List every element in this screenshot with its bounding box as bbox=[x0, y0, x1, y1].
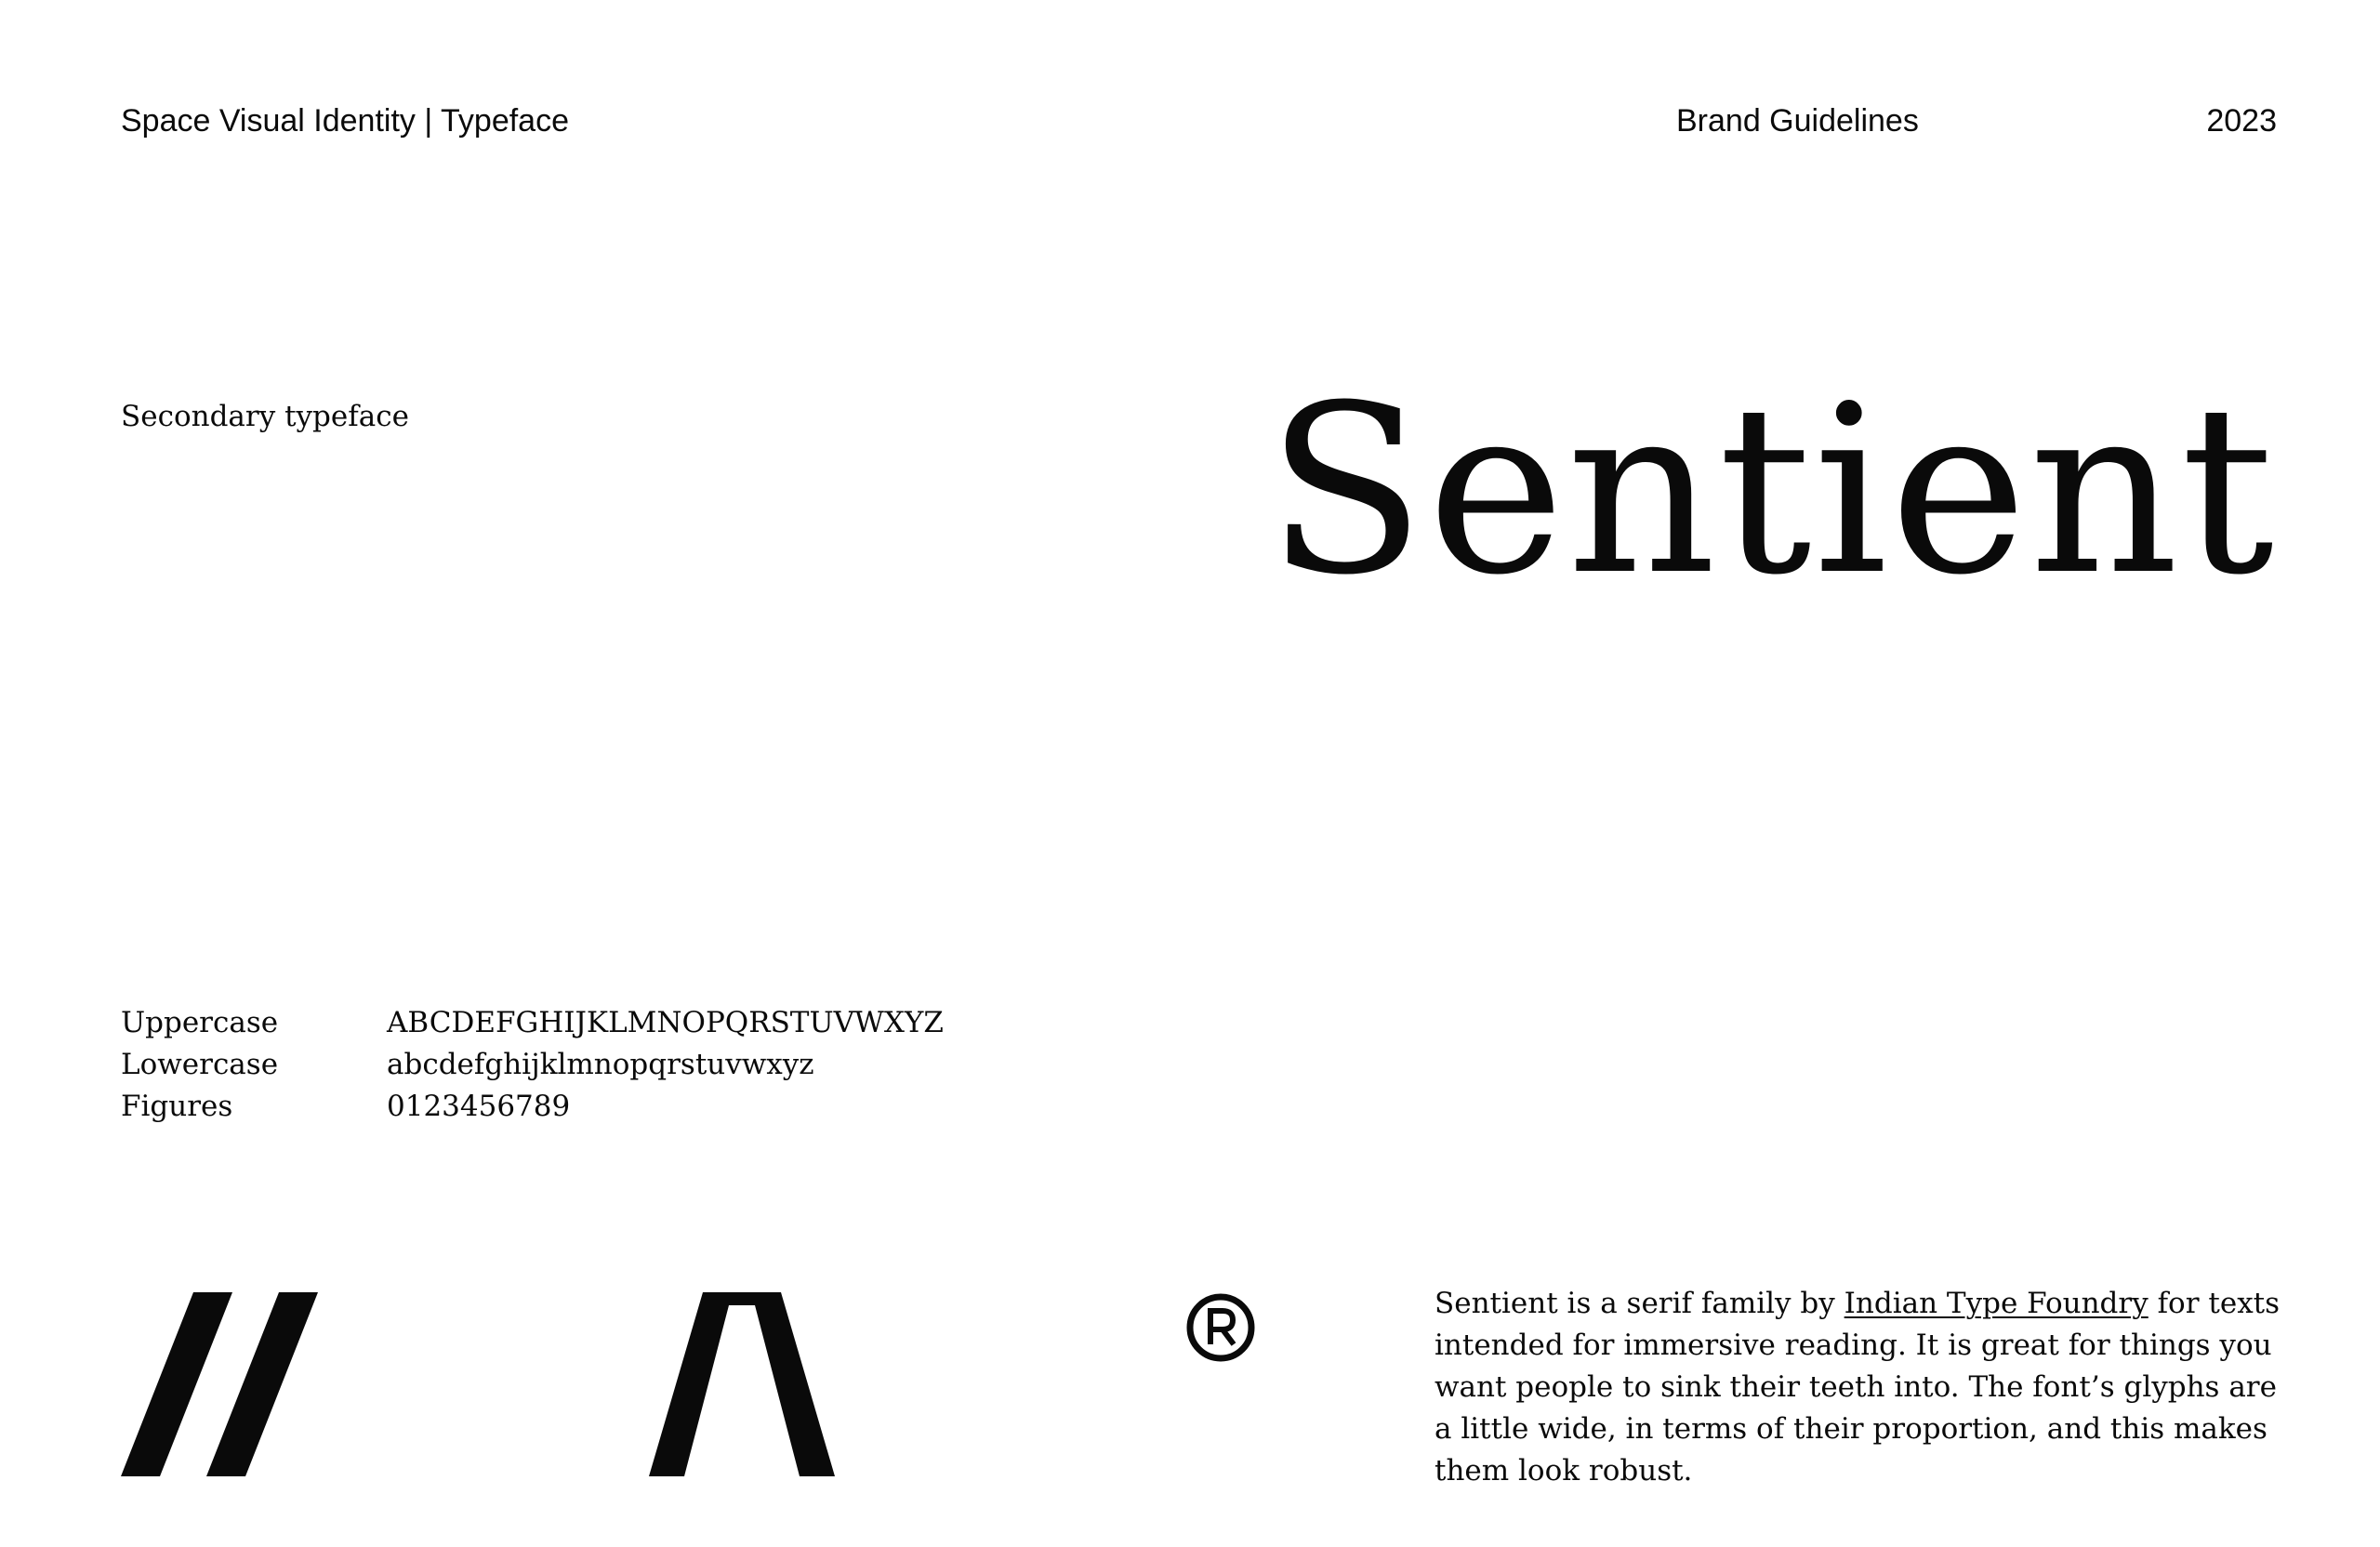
typeface-specimen: Sentient bbox=[1265, 355, 2276, 626]
charset-label: Figures bbox=[121, 1090, 233, 1123]
description-text-start: Sentient is a serif family by bbox=[1435, 1287, 1844, 1320]
page-header-title: Space Visual Identity | Typeface bbox=[121, 103, 569, 139]
charset-row-uppercase bbox=[121, 1002, 944, 1044]
charset-value: 0123456789 bbox=[387, 1090, 571, 1123]
description-text-end: for texts intended for immersive reading. It is great for things you want people to sink their teeth into. The font’s glyphs are a little wide, in terms of their proportion, and this makes them look robust. bbox=[1435, 1287, 2281, 1488]
charset-value: abcdefghijklmnopqrstuvwxyz bbox=[387, 1048, 814, 1081]
page-header-year: 2023 bbox=[2206, 103, 2277, 139]
registered-icon bbox=[1185, 1292, 1256, 1363]
charset-label: Uppercase bbox=[121, 1006, 279, 1039]
foundry-link[interactable]: Indian Type Foundry bbox=[1844, 1287, 2149, 1320]
caret-icon bbox=[649, 1292, 835, 1476]
page-header-section: Brand Guidelines bbox=[1676, 103, 1919, 139]
charset-row-lowercase bbox=[121, 1044, 944, 1086]
charset-table bbox=[121, 1002, 944, 1128]
charset-value: ABCDEFGHIJKLMNOPQRSTUVWXYZ bbox=[387, 1006, 944, 1039]
double-slash-icon bbox=[121, 1292, 318, 1476]
charset-label: Lowercase bbox=[121, 1048, 279, 1081]
typeface-role-label: Secondary typeface bbox=[121, 400, 409, 433]
charset-row-figures bbox=[121, 1086, 944, 1128]
typeface-description bbox=[1435, 1283, 2281, 1492]
